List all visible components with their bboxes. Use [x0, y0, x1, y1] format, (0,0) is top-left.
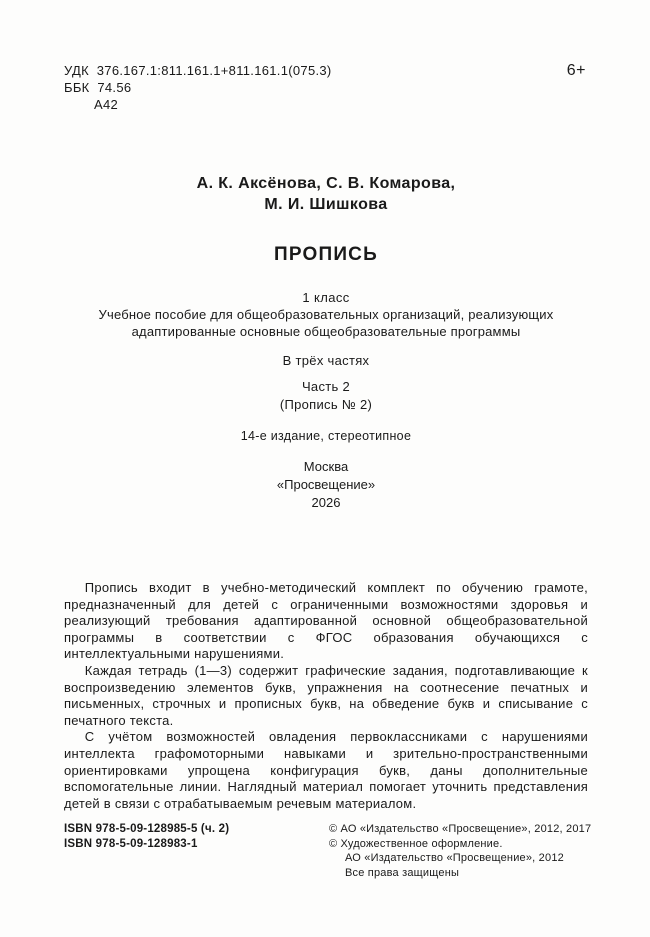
annotation-block: [64, 580, 588, 812]
publisher-line: «Просвещение»: [276, 477, 376, 492]
classification-codes: [64, 62, 332, 113]
copyright-line-2: © Художественное оформление.: [329, 837, 503, 850]
edition-line: 14-е издание, стереотипное: [240, 429, 412, 443]
isbn-line-1: ISBN 978-5-09-128985-5 (ч. 2): [64, 823, 230, 835]
author-sign-code: А42: [94, 97, 119, 112]
subtitle-line-2: адаптированные основные общеобразовательные программы: [131, 323, 521, 339]
top-codes-row: [64, 62, 588, 113]
copyright-line-1: © АО «Издательство «Просвещение», 2012, 2017: [329, 823, 592, 835]
bbk-code: ББК 74.56: [64, 80, 132, 95]
part-number: Часть 2: [301, 379, 351, 394]
authors-line-1: А. К. Аксёнова, С. В. Комарова,: [196, 175, 456, 192]
authors-line-2: М. И. Шишкова: [264, 196, 388, 213]
subtitle-block: [64, 307, 588, 340]
annotation-paragraph-3: С учётом возможностей овладения первоклассниками с нарушениями интеллекта графомоторными навыками и зрительно-пространственными ориентировками упрощена конфигурация букв, даны дополнительные вспомогательные линии. Наглядный материал помогает уточнить представления детей в связи с отрабатываемым речевым материалом.: [64, 729, 588, 811]
isbn-block: [64, 822, 229, 852]
book-title: ПРОПИСЬ: [274, 244, 378, 265]
subtitle-line-1: Учебное пособие для общеобразовательных организаций, реализующих: [98, 307, 554, 322]
isbn-line-2: ISBN 978-5-09-128983-1: [64, 838, 198, 850]
copyright-block: [329, 822, 594, 880]
annotation-paragraph-2: Каждая тетрадь (1—3) содержит графические задания, подготавливающие к воспроизведению элементов букв, упражнения на соотнесение печатных и письменных, строчных и прописных букв, на обведение букв и списывание с печатного текста.: [64, 662, 588, 728]
udk-code: УДК 376.167.1:811.161.1+811.161.1(075.3): [64, 63, 332, 78]
year-line: 2026: [311, 495, 341, 510]
copyright-line-3: АО «Издательство «Просвещение», 2012: [345, 852, 564, 864]
copyright-line-4: Все права защищены: [345, 866, 460, 879]
age-rating-badge: 6+: [566, 62, 586, 79]
authors-block: [64, 173, 588, 215]
annotation-paragraph-1: Пропись входит в учебно-методический комплект по обучению грамоте, предназначенный для детей с ограниченными возможностями здоровья и реализующий требования адаптированной основной общеобразовательной программы в соответствии с ФГОС образования обучающихся с интеллектуальными нарушениями.: [64, 580, 588, 662]
imprint-footer: [64, 822, 594, 880]
grade-line: 1 класс: [302, 290, 350, 305]
part-subtitle: (Пропись № 2): [279, 397, 373, 412]
city-line: Москва: [303, 459, 349, 474]
parts-note: В трёх частях: [282, 353, 370, 368]
